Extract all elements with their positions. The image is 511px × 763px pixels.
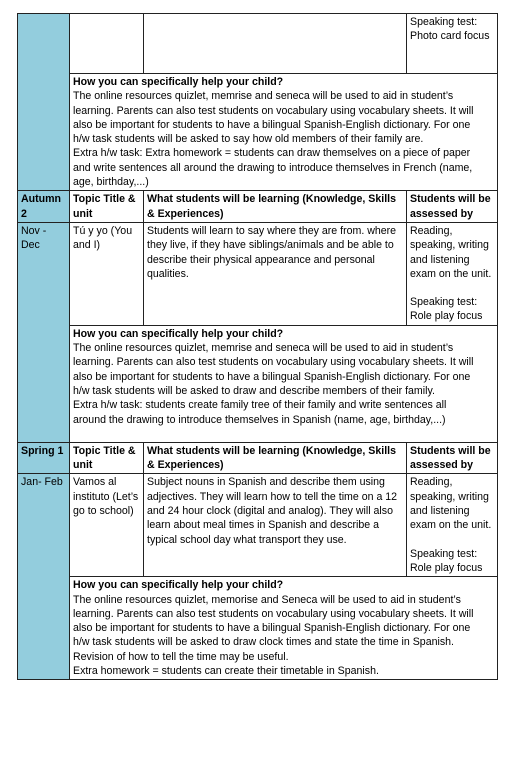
assessed-cell	[407, 222, 498, 325]
header-assessed: Students will be assessed by	[407, 191, 498, 223]
spring1-help-row	[18, 577, 498, 680]
help-line: Extra h/w task: students create family tree of their family and write sentences all	[73, 399, 447, 412]
period-label: Nov - Dec	[18, 222, 70, 442]
help-row	[18, 74, 498, 191]
help-cell	[70, 325, 498, 442]
help-line: learning. Parents can also test students on vocabulary using vocabulary sheets. It will	[73, 356, 474, 369]
help-cell	[70, 74, 498, 191]
autumn2-header-row	[18, 191, 498, 223]
help-line: h/w task students will be asked to draw clock times and state the time in Spanish.	[73, 636, 454, 649]
help-line: The online resources quizlet, memorise and Seneca will be used to aid in student’s	[73, 593, 461, 606]
header-assessed: Students will be assessed by	[407, 442, 498, 474]
help-line: Extra h/w task: Extra homework = students can draw themselves on a piece of paper	[73, 147, 471, 160]
help-line: learning. Parents can also test students on vocabulary using vocabulary sheets. It will	[73, 104, 474, 117]
spring1-header-row	[18, 442, 498, 474]
period-label: Jan- Feb	[18, 474, 70, 680]
help-line: also be important for students to have a bilingual Spanish-English dictionary. For one	[73, 622, 471, 635]
help-line: h/w task students will be asked to say how old members of their family are.	[73, 133, 424, 146]
scheme-of-work-table	[17, 13, 498, 680]
help-heading: How you can specifically help your child?	[73, 579, 284, 592]
topic-cell: Vamos al instituto (Let’s go to school)	[70, 474, 144, 577]
header-learning: What students will be learning (Knowledge, Skills & Experiences)	[144, 442, 407, 474]
term-label: Autumn 2	[18, 191, 70, 223]
help-line: around the drawing to introduce themselves in Spanish (name, age, birthday,...)	[73, 413, 446, 426]
help-cell	[70, 577, 498, 680]
help-line: learning. Parents can also test students on vocabulary using vocabulary sheets. It will	[73, 607, 474, 620]
help-line: The online resources quizlet, memrise and seneca will be used to aid in student’s	[73, 342, 454, 355]
assessed-main: Reading, speaking, writing and listening exam on the unit.	[410, 224, 492, 280]
help-line: and write sentences all around the drawing to introduce themselves in French (name,	[73, 161, 473, 174]
assessed-main: Reading, speaking, writing and listening exam on the unit.	[410, 476, 492, 532]
learning-cell: Students will learn to say where they are from. where they live, if they have siblings/animals and be able to describe their physical appearance and personal qualities.	[144, 222, 407, 325]
assessed-cell	[407, 474, 498, 577]
help-line: Extra homework = students can create their timetable in Spanish.	[73, 664, 379, 677]
help-line: h/w task students will be asked to draw and describe members of their family.	[73, 384, 435, 397]
help-line: also be important for students to have a bilingual Spanish-English dictionary. For one	[73, 118, 471, 131]
assessed-speaking: Speaking test: Role play focus	[410, 296, 483, 323]
header-topic: Topic Title & unit	[70, 191, 144, 223]
learning-cell-blank	[144, 14, 407, 74]
help-heading: How you can specifically help your child?	[73, 76, 284, 88]
help-line: also be important for students to have a bilingual Spanish-English dictionary. For one	[73, 370, 471, 383]
topic-cell: Tú y yo (You and I)	[70, 222, 144, 325]
help-heading: How you can specifically help your child?	[73, 327, 284, 340]
header-learning: What students will be learning (Knowledge, Skills & Experiences)	[144, 191, 407, 223]
term-cell-blank	[18, 14, 70, 191]
term-label: Spring 1	[18, 442, 70, 474]
help-line: Revision of how to tell the time may be useful.	[73, 650, 289, 663]
assessed-speaking: Speaking test: Role play focus	[410, 547, 483, 574]
help-line: The online resources quizlet, memrise and seneca will be used to aid in student’s	[73, 90, 454, 103]
help-line: age, birthday,...)	[73, 176, 149, 189]
learning-cell: Subject nouns in Spanish and describe them using adjectives. They will learn how to tell the time on a 12 and 24 hour clock (digital and analog). They will also learn about meal times in Spanish and describe a typical school day what transport they use.	[144, 474, 407, 577]
autumn2-content-row	[18, 222, 498, 325]
autumn2-help-row	[18, 325, 498, 442]
top-row	[18, 14, 498, 74]
header-topic: Topic Title & unit	[70, 442, 144, 474]
assessed-cell: Speaking test: Photo card focus	[407, 14, 498, 74]
spring1-content-row	[18, 474, 498, 577]
topic-cell-blank	[70, 14, 144, 74]
